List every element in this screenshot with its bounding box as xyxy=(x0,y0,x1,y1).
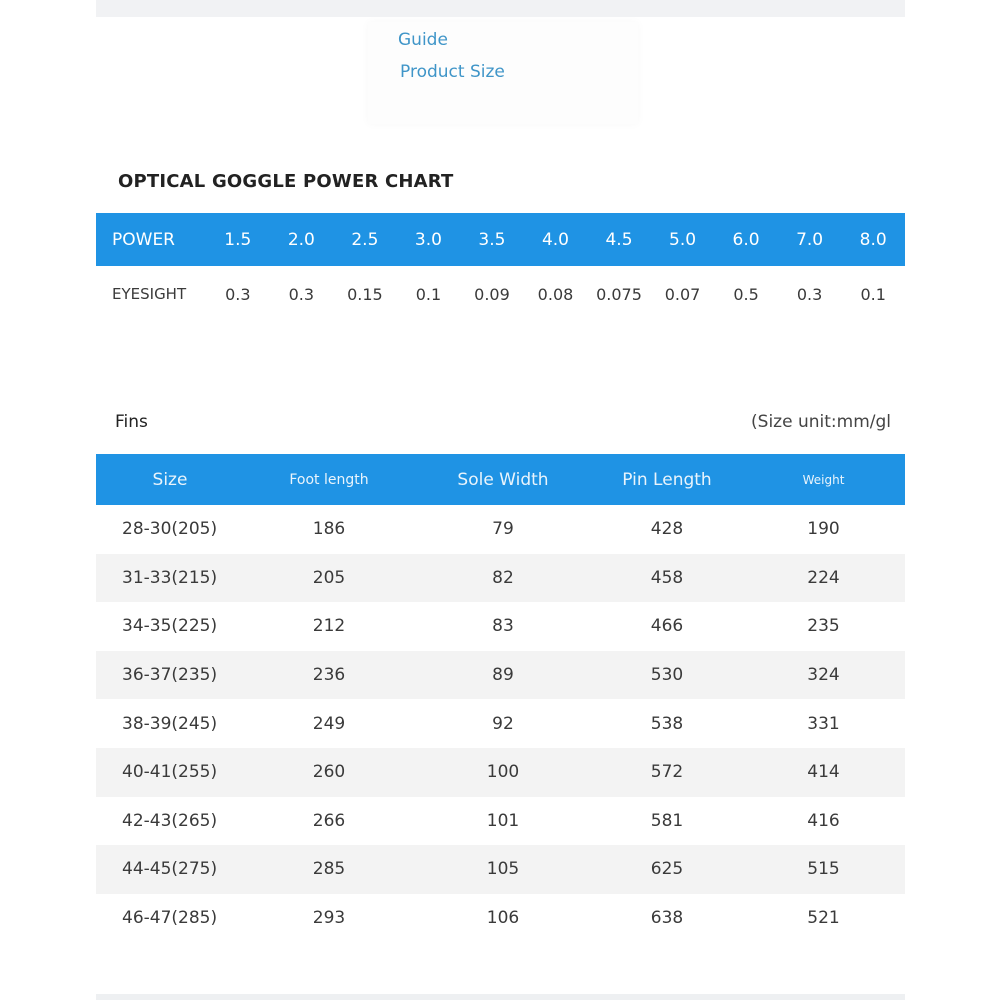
power-value-cell: 4.5 xyxy=(587,213,651,266)
top-band xyxy=(96,0,905,17)
sole-width-cell: 100 xyxy=(414,748,592,797)
eyesight-value-cell: 0.09 xyxy=(460,266,524,322)
guide-link[interactable]: Guide xyxy=(398,30,448,50)
size-cell: 40-41(255) xyxy=(96,748,244,797)
eyesight-value-cell: 0.3 xyxy=(270,266,334,322)
power-value-cell: 5.0 xyxy=(651,213,715,266)
weight-cell: 224 xyxy=(742,554,905,603)
power-value-cell: 2.5 xyxy=(333,213,397,266)
sole-width-cell: 89 xyxy=(414,651,592,700)
foot-length-cell: 285 xyxy=(244,845,414,894)
foot-length-cell: 212 xyxy=(312,616,346,637)
size-cell: 38-39(245) xyxy=(122,713,218,734)
eyesight-value-cell: 0.15 xyxy=(333,266,397,322)
table-row xyxy=(96,699,905,748)
table-row xyxy=(96,554,905,603)
size-cell: 44-45(275) xyxy=(96,845,244,894)
table-row xyxy=(96,602,905,651)
size-unit-note: (Size unit:mm/gl xyxy=(751,412,891,432)
eyesight-value-cell: 0.3 xyxy=(778,266,842,322)
pin-length-cell: 458 xyxy=(592,554,742,603)
size-guide-sheet xyxy=(96,0,905,1000)
eyesight-value-cell: 0.5 xyxy=(714,266,778,322)
power-value-cell: 7.0 xyxy=(778,213,842,266)
foot-length-cell: 249 xyxy=(312,713,346,734)
pin-length-cell: 538 xyxy=(650,713,684,734)
power-value-cell: 4.0 xyxy=(524,213,588,266)
size-cell: 34-35(225) xyxy=(122,616,218,637)
power-row xyxy=(96,213,905,266)
pin-length-cell: 530 xyxy=(592,651,742,700)
pin-length-cell: 466 xyxy=(650,616,684,637)
eyesight-value-cell: 0.3 xyxy=(206,266,270,322)
sole-width-cell: 82 xyxy=(414,554,592,603)
eyesight-value-cell: 0.07 xyxy=(651,266,715,322)
sole-width-cell: 79 xyxy=(492,519,514,540)
sole-width-cell: 83 xyxy=(492,616,514,637)
eyesight-row xyxy=(96,266,905,322)
table-row xyxy=(96,894,905,943)
fins-table-body xyxy=(96,505,905,942)
power-label: POWER xyxy=(96,213,206,266)
table-row xyxy=(96,797,905,846)
pin-length-cell: 428 xyxy=(650,519,684,540)
foot-length-cell: 266 xyxy=(312,810,346,831)
power-value-cell: 8.0 xyxy=(841,213,905,266)
pin-length-cell: 572 xyxy=(592,748,742,797)
fins-size-table xyxy=(96,454,905,942)
power-value-cell: 6.0 xyxy=(714,213,778,266)
foot-length-cell: 236 xyxy=(244,651,414,700)
table-row xyxy=(96,651,905,700)
foot-length-cell: 260 xyxy=(244,748,414,797)
fins-header-row xyxy=(96,454,905,505)
product-size-link[interactable]: Product Size xyxy=(400,62,505,82)
sole-width-cell: 106 xyxy=(486,908,520,929)
power-value-cell: 1.5 xyxy=(206,213,270,266)
size-cell: 31-33(215) xyxy=(96,554,244,603)
foot-length-cell: 205 xyxy=(244,554,414,603)
eyesight-value-cell: 0.1 xyxy=(841,266,905,322)
power-value-cell: 2.0 xyxy=(270,213,334,266)
foot-length-cell: 186 xyxy=(312,519,346,540)
power-value-cell: 3.5 xyxy=(460,213,524,266)
foot-length-cell: 293 xyxy=(312,908,346,929)
eyesight-value-cell: 0.075 xyxy=(587,266,651,322)
eyesight-value-cell: 0.1 xyxy=(397,266,461,322)
weight-cell: 416 xyxy=(807,810,840,831)
sole-width-cell: 101 xyxy=(486,810,520,831)
table-row xyxy=(96,845,905,894)
weight-cell: 190 xyxy=(807,519,840,540)
header-size: Size xyxy=(96,454,244,505)
power-chart-table xyxy=(96,213,905,322)
eyesight-value-cell: 0.08 xyxy=(524,266,588,322)
pin-length-cell: 625 xyxy=(592,845,742,894)
sole-width-cell: 92 xyxy=(492,713,514,734)
eyesight-label: EYESIGHT xyxy=(96,266,206,322)
header-sole-width: Sole Width xyxy=(414,454,592,505)
weight-cell: 331 xyxy=(807,713,840,734)
size-cell: 42-43(265) xyxy=(122,810,218,831)
weight-cell: 235 xyxy=(807,616,840,637)
fins-label: Fins xyxy=(115,412,148,432)
table-row xyxy=(96,505,905,554)
weight-cell: 521 xyxy=(807,908,840,929)
header-foot-length: Foot length xyxy=(244,454,414,505)
header-pin-length: Pin Length xyxy=(592,454,742,505)
bottom-band xyxy=(96,994,905,1000)
weight-cell: 414 xyxy=(742,748,905,797)
size-cell: 46-47(285) xyxy=(122,908,218,929)
pin-length-cell: 581 xyxy=(650,810,684,831)
power-chart-title: OPTICAL GOGGLE POWER CHART xyxy=(118,171,454,192)
weight-cell: 324 xyxy=(742,651,905,700)
table-row xyxy=(96,748,905,797)
size-cell: 28-30(205) xyxy=(122,519,218,540)
power-value-cell: 3.0 xyxy=(397,213,461,266)
pin-length-cell: 638 xyxy=(650,908,684,929)
weight-cell: 515 xyxy=(742,845,905,894)
size-cell: 36-37(235) xyxy=(96,651,244,700)
header-weight: Weight xyxy=(742,454,905,505)
sole-width-cell: 105 xyxy=(414,845,592,894)
